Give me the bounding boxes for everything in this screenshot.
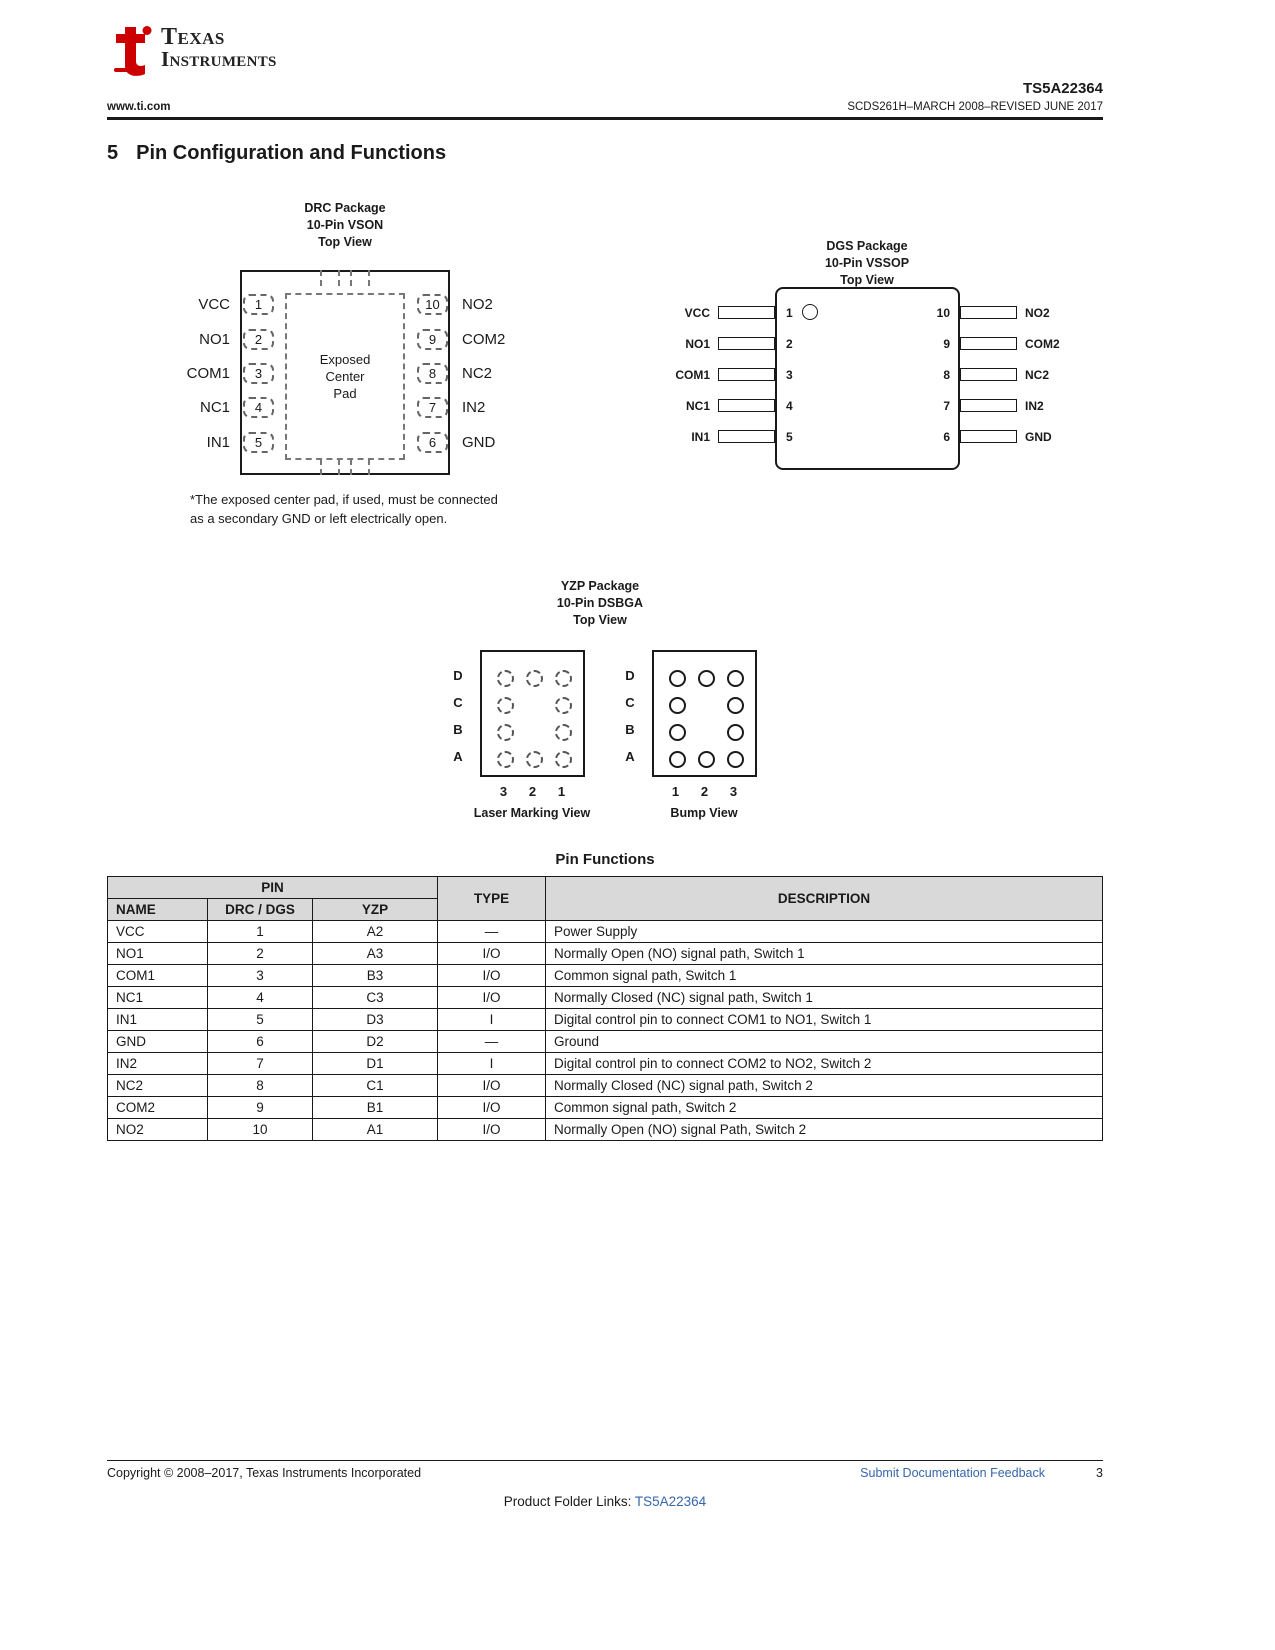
dgs-package-title [767, 238, 967, 289]
bump-ball [669, 751, 686, 768]
dgs-pin3-label: COM1 [675, 368, 710, 382]
laser-row-b: B [453, 722, 463, 737]
pad-label-line: Exposed [319, 352, 371, 367]
drc-pin4-number: 4 [243, 397, 274, 418]
cell-name: NC1 [108, 987, 208, 1009]
product-links-label: Product Folder Links: [503, 1494, 635, 1509]
bump-ball [669, 724, 686, 741]
cell-yzp: C3 [313, 987, 438, 1009]
bump-ball [727, 751, 744, 768]
bump-row-c: C [625, 695, 635, 710]
bump-view-grid [652, 650, 757, 777]
section-number: 5 [107, 142, 119, 164]
bump-col-1: 1 [671, 784, 680, 799]
bump-ball [698, 670, 715, 687]
drc-pin4-label: NC1 [199, 399, 230, 416]
cell-type: — [438, 921, 546, 943]
bump-ball [669, 670, 686, 687]
cell-name: IN1 [108, 1009, 208, 1031]
drc-top-lead-mark [320, 270, 340, 286]
name-header: NAME [108, 899, 208, 921]
website-link[interactable]: www.ti.com [107, 101, 171, 113]
table-row [108, 1031, 1103, 1053]
cell-yzp: B3 [313, 965, 438, 987]
cell-description: Common signal path, Switch 1 [546, 965, 1103, 987]
bump-view-caption: Bump View [670, 806, 738, 820]
ti-bug-icon [112, 26, 152, 81]
cell-yzp: A3 [313, 943, 438, 965]
pin-functions-title: Pin Functions [555, 851, 655, 868]
drc-top-lead-mark [350, 270, 370, 286]
laser-marking-grid [480, 650, 585, 777]
laser-ball [526, 751, 543, 768]
drc-dgs-header: DRC / DGS [208, 899, 313, 921]
cell-drc-dgs: 2 [208, 943, 313, 965]
cell-description: Common signal path, Switch 2 [546, 1097, 1103, 1119]
doc-revision-info: SCDS261H–MARCH 2008–REVISED JUNE 2017 [847, 101, 1103, 113]
cell-type: I/O [438, 1097, 546, 1119]
drc-title-line1: DRC Package [304, 201, 386, 215]
pad-label-line: Pad [333, 386, 357, 401]
brand-line-2: Instruments [161, 47, 277, 71]
dgs-title-line2: 10-Pin VSSOP [824, 256, 910, 270]
laser-ball [555, 724, 572, 741]
cell-type: I/O [438, 943, 546, 965]
dgs-pin9-label: COM2 [1025, 337, 1060, 351]
dgs-title-line1: DGS Package [826, 239, 908, 253]
dgs-pin5-number: 5 [786, 430, 793, 444]
product-folder-links [107, 1494, 1103, 1509]
laser-ball [497, 751, 514, 768]
pin-functions-table [107, 876, 1103, 1141]
part-number: TS5A22364 [1022, 80, 1103, 97]
yzp-package-title [500, 578, 700, 629]
cell-description: Power Supply [546, 921, 1103, 943]
drc-pin2-number: 2 [243, 329, 274, 350]
pin-group-header: PIN [108, 877, 438, 899]
drc-pin10-number: 10 [417, 294, 448, 315]
cell-name: VCC [108, 921, 208, 943]
dgs-pin2-label: NO1 [685, 337, 710, 351]
dgs-pin1-label: VCC [684, 306, 710, 320]
bump-ball [727, 697, 744, 714]
drc-pin6-label: GND [462, 434, 496, 451]
table-row [108, 1053, 1103, 1075]
dgs-pin6-label: GND [1025, 430, 1052, 444]
laser-ball [555, 670, 572, 687]
laser-ball [497, 697, 514, 714]
drc-pin7-label: IN2 [462, 399, 486, 416]
cell-yzp: D2 [313, 1031, 438, 1053]
cell-description: Digital control pin to connect COM2 to NO2, Switch 2 [546, 1053, 1103, 1075]
drc-pin7-number: 7 [417, 397, 448, 418]
product-folder-link[interactable]: TS5A22364 [634, 1494, 707, 1509]
dgs-pin6-lead [960, 430, 1017, 443]
laser-ball [555, 751, 572, 768]
bump-col-3: 3 [729, 784, 738, 799]
yzp-title-line2: 10-Pin DSBGA [556, 596, 644, 610]
cell-name: NO1 [108, 943, 208, 965]
cell-description: Ground [546, 1031, 1103, 1053]
type-header: TYPE [438, 877, 546, 921]
cell-type: I/O [438, 1119, 546, 1141]
cell-name: IN2 [108, 1053, 208, 1075]
dgs-pin8-number: 8 [943, 368, 950, 382]
bump-ball [727, 724, 744, 741]
cell-yzp: B1 [313, 1097, 438, 1119]
cell-name: NO2 [108, 1119, 208, 1141]
dgs-pin6-number: 6 [943, 430, 950, 444]
laser-ball [497, 724, 514, 741]
dgs-pin10-number: 10 [936, 306, 950, 320]
laser-col-1: 1 [557, 784, 566, 799]
table-row [108, 965, 1103, 987]
dgs-pin2-number: 2 [786, 337, 793, 351]
cell-type: I/O [438, 965, 546, 987]
yzp-title-line3: Top View [573, 613, 627, 627]
drc-pin1-number: 1 [243, 294, 274, 315]
cell-description: Normally Open (NO) signal Path, Switch 2 [546, 1119, 1103, 1141]
description-header: DESCRIPTION [546, 877, 1103, 921]
laser-col-2: 2 [528, 784, 537, 799]
cell-description: Normally Open (NO) signal path, Switch 1 [546, 943, 1103, 965]
drc-pin5-label: IN1 [206, 434, 230, 451]
dgs-pin4-lead [718, 399, 775, 412]
cell-drc-dgs: 3 [208, 965, 313, 987]
cell-yzp: D1 [313, 1053, 438, 1075]
cell-yzp: C1 [313, 1075, 438, 1097]
cell-description: Normally Closed (NC) signal path, Switch 2 [546, 1075, 1103, 1097]
cell-type: I/O [438, 1075, 546, 1097]
drc-pin6-number: 6 [417, 432, 448, 453]
footer-rule [107, 1460, 1103, 1461]
dgs-pin10-lead [960, 306, 1017, 319]
bump-ball [669, 697, 686, 714]
drc-title-line3: Top View [318, 235, 372, 249]
section-title: Pin Configuration and Functions [136, 142, 447, 164]
dgs-title-line3: Top View [840, 273, 894, 287]
cell-drc-dgs: 6 [208, 1031, 313, 1053]
table-row [108, 1097, 1103, 1119]
pad-label-line: Center [325, 369, 365, 384]
cell-type: — [438, 1031, 546, 1053]
dgs-pin5-label: IN1 [691, 430, 710, 444]
drc-pin3-label: COM1 [186, 365, 230, 382]
dgs-pin1-number: 1 [786, 306, 793, 320]
bump-row-b: B [625, 722, 635, 737]
cell-name: COM2 [108, 1097, 208, 1119]
dgs-pin9-lead [960, 337, 1017, 350]
cell-drc-dgs: 5 [208, 1009, 313, 1031]
dgs-pin10-label: NO2 [1025, 306, 1050, 320]
drc-pin9-number: 9 [417, 329, 448, 350]
center-pad-footnote: *The exposed center pad, if used, must be connected as a secondary GND or left electrically open. [190, 492, 498, 526]
drc-pin1-label: VCC [198, 296, 230, 313]
drc-pin9-label: COM2 [462, 331, 506, 348]
dgs-pin7-number: 7 [943, 399, 950, 413]
cell-drc-dgs: 4 [208, 987, 313, 1009]
dgs-pin3-number: 3 [786, 368, 793, 382]
drc-pin2-label: NO1 [199, 331, 230, 348]
cell-type: I/O [438, 987, 546, 1009]
dgs-pin8-lead [960, 368, 1017, 381]
submit-feedback-link[interactable]: Submit Documentation Feedback [860, 1466, 1045, 1480]
cell-name: NC2 [108, 1075, 208, 1097]
laser-ball [526, 670, 543, 687]
laser-row-d: D [453, 668, 463, 683]
dgs-pin7-lead [960, 399, 1017, 412]
bump-row-a: A [625, 749, 635, 764]
cell-description: Normally Closed (NC) signal path, Switch 1 [546, 987, 1103, 1009]
yzp-title-line1: YZP Package [560, 579, 640, 593]
laser-row-c: C [453, 695, 463, 710]
cell-name: COM1 [108, 965, 208, 987]
drc-pin8-label: NC2 [462, 365, 493, 382]
exposed-center-pad [285, 293, 405, 460]
drc-bottom-lead-mark [350, 459, 370, 475]
cell-drc-dgs: 7 [208, 1053, 313, 1075]
cell-drc-dgs: 10 [208, 1119, 313, 1141]
cell-yzp: D3 [313, 1009, 438, 1031]
laser-row-a: A [453, 749, 463, 764]
dgs-pin4-label: NC1 [685, 399, 710, 413]
bump-ball [698, 751, 715, 768]
ti-logo [112, 26, 277, 81]
laser-marking-caption: Laser Marking View [473, 806, 591, 820]
yzp-header: YZP [313, 899, 438, 921]
table-row [108, 943, 1103, 965]
dgs-pin9-number: 9 [943, 337, 950, 351]
cell-type: I [438, 1009, 546, 1031]
drc-bottom-lead-mark [320, 459, 340, 475]
laser-ball [497, 670, 514, 687]
table-row [108, 1009, 1103, 1031]
ti-wordmark [161, 26, 277, 70]
drc-pin3-number: 3 [243, 363, 274, 384]
dgs-pin5-lead [718, 430, 775, 443]
section-heading [107, 142, 446, 165]
cell-name: GND [108, 1031, 208, 1053]
cell-yzp: A2 [313, 921, 438, 943]
table-row [108, 1075, 1103, 1097]
copyright-text: Copyright © 2008–2017, Texas Instruments Incorporated [107, 1466, 422, 1480]
bump-ball [727, 670, 744, 687]
drc-pin5-number: 5 [243, 432, 274, 453]
table-row [108, 921, 1103, 943]
table-row [108, 987, 1103, 1009]
laser-ball [555, 697, 572, 714]
table-row [108, 1119, 1103, 1141]
laser-col-3: 3 [499, 784, 508, 799]
dgs-pin8-label: NC2 [1025, 368, 1050, 382]
dgs-pin7-label: IN2 [1025, 399, 1044, 413]
cell-drc-dgs: 9 [208, 1097, 313, 1119]
dgs-pin2-lead [718, 337, 775, 350]
bump-row-d: D [625, 668, 635, 683]
pin1-indicator-icon [802, 304, 818, 320]
dgs-pin3-lead [718, 368, 775, 381]
cell-description: Digital control pin to connect COM1 to NO1, Switch 1 [546, 1009, 1103, 1031]
cell-drc-dgs: 8 [208, 1075, 313, 1097]
brand-line-1: Texas [161, 24, 225, 50]
drc-title-line2: 10-Pin VSON [306, 218, 384, 232]
drc-package-title [245, 200, 445, 251]
bump-col-2: 2 [700, 784, 709, 799]
drc-pin8-number: 8 [417, 363, 448, 384]
dgs-pin4-number: 4 [786, 399, 793, 413]
page-number: 3 [1096, 1466, 1103, 1480]
dgs-pin1-lead [718, 306, 775, 319]
cell-yzp: A1 [313, 1119, 438, 1141]
cell-drc-dgs: 1 [208, 921, 313, 943]
cell-type: I [438, 1053, 546, 1075]
header-rule [107, 117, 1103, 120]
drc-pin10-label: NO2 [462, 296, 493, 313]
